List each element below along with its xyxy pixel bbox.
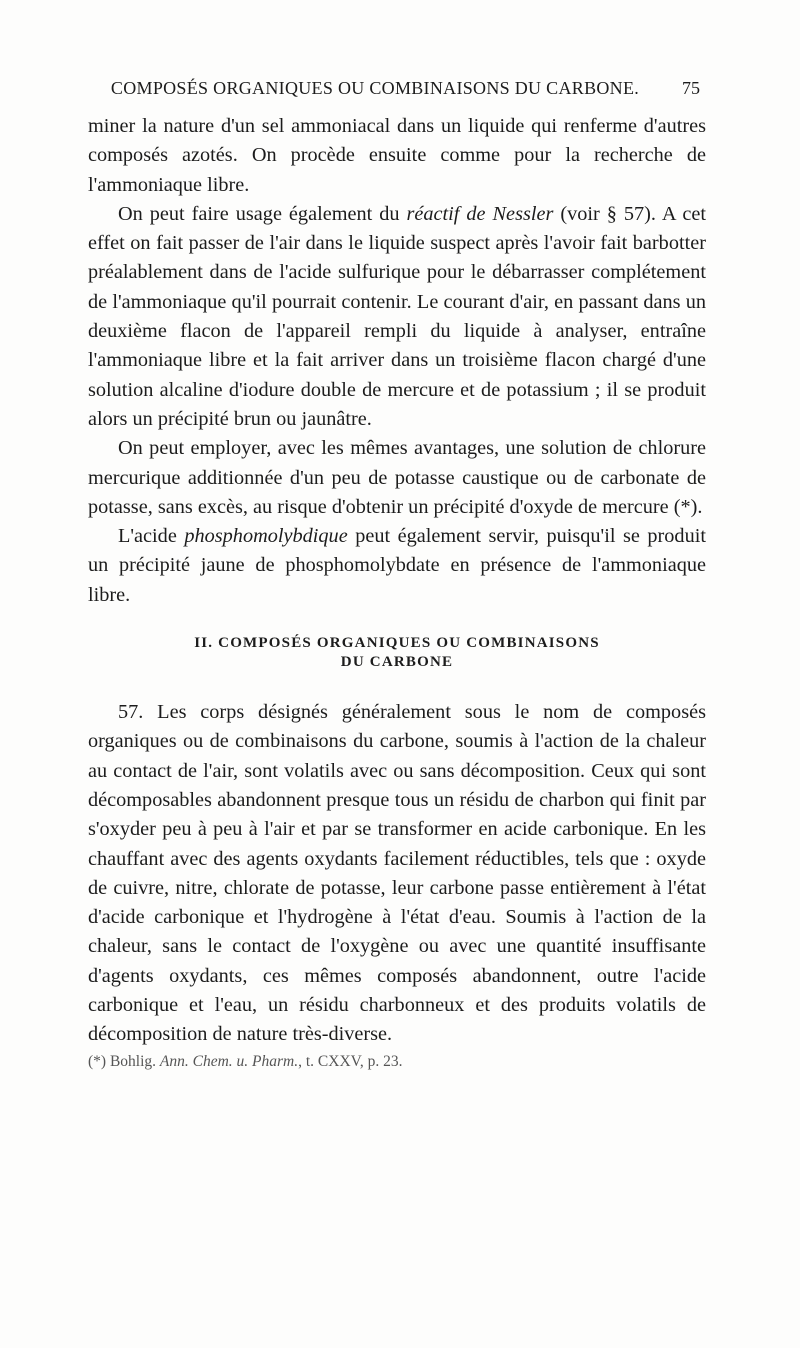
- footnote-journal: Ann. Chem. u. Pharm.: [159, 1052, 299, 1070]
- section-heading-line-2: DU CARBONE: [340, 654, 454, 671]
- paragraph-text: (voir § 57). A cet effet on fait passer de l'air dans le liquide suspect après l'avoir fait barbotter préalablement dans de l'acide sulfurique pour le débarrasser complétement de l'ammoniaque qu'il pourrait contenir. Le courant d'air, en passant dans un deuxième flacon de l'appareil rempli du liquide à analyser, entraîne l'ammoniaque libre et la fait arriver dans un troisième flacon chargé d'une solution alcaline d'iodure double de mercure et de potassium ; il se produit alors un précipité brun ou jaunâtre.: [88, 202, 706, 430]
- paragraph-text: L'acide: [118, 525, 185, 548]
- section-heading: [88, 634, 706, 672]
- paragraph-text: peut également servir, puisqu'il se produit un précipité jaune de phosphomolybdate en présence de l'ammoniaque libre.: [88, 525, 706, 606]
- italic-term: phosphomolybdique: [184, 525, 348, 548]
- paragraph-nessler: [88, 200, 706, 434]
- paragraph-text: miner la nature d'un sel ammoniacal dans un liquide qui renferme d'autres composés azotés. On procède ensuite comme pour la recherche de l'ammoniaque libre.: [88, 115, 706, 196]
- paragraph-section-57: [88, 698, 706, 1050]
- paragraph-text: On peut faire usage également du: [118, 202, 407, 225]
- page-number: 75: [682, 78, 700, 98]
- body-text: [88, 112, 706, 1072]
- running-head: [110, 78, 700, 106]
- footnote-text: (*) Bohlig.: [88, 1052, 160, 1070]
- paragraph-chlorure: [88, 434, 706, 522]
- italic-term: réactif de Nessler: [406, 202, 554, 225]
- paragraph-phosphomolybdique: [88, 522, 706, 610]
- paragraph-text: On peut employer, avec les mêmes avantages, une solution de chlorure mercurique additionnée d'un peu de potasse caustique ou de carbonate de potasse, sans excès, au risque d'obtenir un précipité d'oxyde de mercure (*).: [88, 437, 706, 518]
- paragraph-continuation: [88, 112, 706, 200]
- footnote-text: , t. CXXV, p. 23.: [298, 1052, 403, 1070]
- footnote: [88, 1052, 706, 1072]
- paragraph-text: 57. Les corps désignés généralement sous le nom de composés organiques ou de combinaisons du carbone, soumis à l'action de la chaleur au contact de l'air, sont volatils avec ou sans décomposition. Ceux qui sont décomposables abandonnent presque tous un résidu de charbon qui finit par s'oxyder peu à peu à l'air et par se transformer en acide carbonique. En les chauffant avec des agents oxydants facilement réductibles, tels que : oxyde de cuivre, nitre, chlorate de potasse, leur carbone passe entièrement à l'état d'acide carbonique et l'hydrogène à l'état d'eau. Soumis à l'action de la chaleur, sans le contact de l'oxygène ou avec une quantité insuffisante d'agents oxydants, ces mêmes composés abandonnent, outre l'acide carbonique et l'eau, un résidu charbonneux et des produits volatils de décomposition de nature très-diverse.: [88, 701, 706, 1046]
- section-heading-line-1: II. COMPOSÉS ORGANIQUES OU COMBINAISONS: [194, 635, 600, 652]
- running-title: COMPOSÉS ORGANIQUES OU COMBINAISONS DU CARBONE.: [110, 78, 640, 98]
